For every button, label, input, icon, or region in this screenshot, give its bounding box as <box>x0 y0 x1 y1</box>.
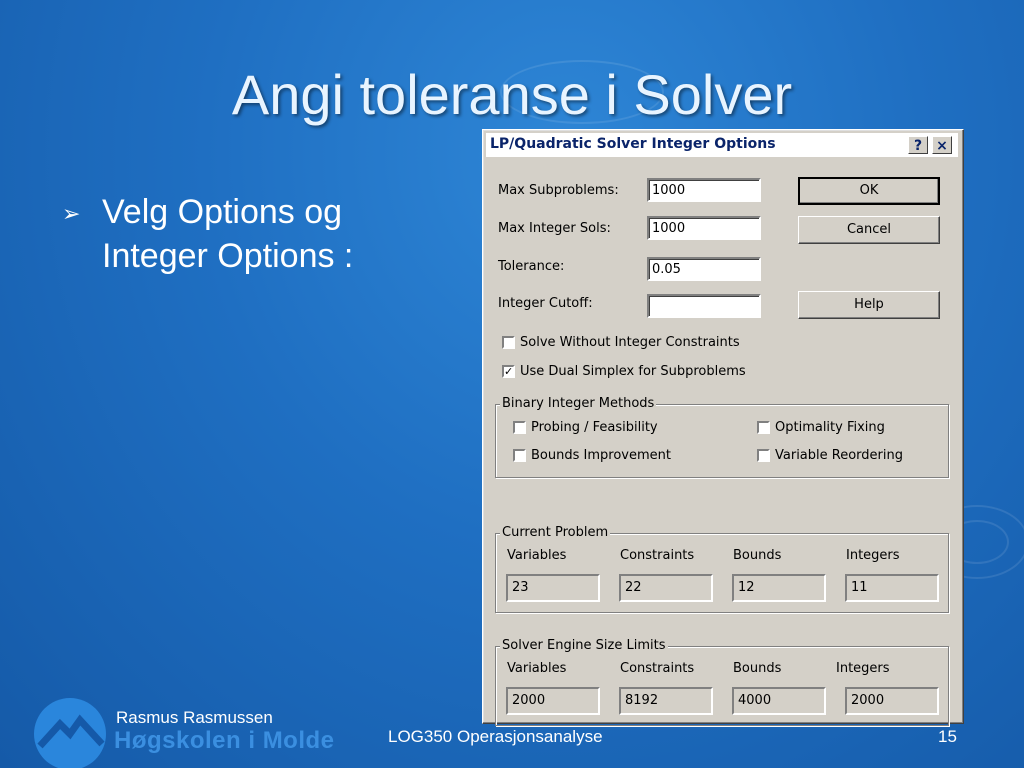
cancel-button[interactable]: Cancel <box>798 216 940 244</box>
integer-cutoff-input[interactable] <box>647 294 761 318</box>
limit-constraints-header: Constraints <box>620 661 695 676</box>
binary-methods-legend: Binary Integer Methods <box>502 396 655 411</box>
variable-reordering-checkbox[interactable] <box>757 449 770 462</box>
school-name: Høgskolen i Molde <box>114 727 335 754</box>
current-variables-header: Variables <box>507 548 567 563</box>
current-problem-group <box>495 525 949 613</box>
current-integers-header: Integers <box>846 548 900 563</box>
course-name: LOG350 Operasjonsanalyse <box>388 727 603 746</box>
optimality-fixing-label[interactable]: Optimality Fixing <box>775 420 885 435</box>
current-variables-value: 23 <box>506 574 600 602</box>
limit-constraints-value: 8192 <box>619 687 713 715</box>
page-number: 15 <box>938 727 957 746</box>
max-integer-sols-label: Max Integer Sols: <box>498 221 611 236</box>
integer-cutoff-label: Integer Cutoff: <box>498 296 593 311</box>
bullet-arrow-icon: ➢ <box>62 201 81 226</box>
bullet-text: Velg Options og Integer Options : <box>102 193 354 275</box>
current-bounds-value: 12 <box>732 574 826 602</box>
variable-reordering-label[interactable]: Variable Reordering <box>775 448 903 463</box>
dual-simplex-checkbox[interactable]: ✓ <box>504 365 514 378</box>
tolerance-input[interactable]: 0.05 <box>647 257 761 281</box>
ok-button[interactable]: OK <box>798 177 940 205</box>
current-problem-legend: Current Problem <box>502 525 609 540</box>
dialog-titlebar[interactable] <box>486 133 958 157</box>
max-integer-sols-input[interactable]: 1000 <box>647 216 761 240</box>
current-constraints-header: Constraints <box>620 548 695 563</box>
bounds-improvement-label[interactable]: Bounds Improvement <box>531 448 671 463</box>
dialog-title: LP/Quadratic Solver Integer Options <box>490 136 776 152</box>
current-constraints-value: 22 <box>619 574 713 602</box>
limit-integers-value: 2000 <box>845 687 939 715</box>
dual-simplex-label[interactable]: Use Dual Simplex for Subproblems <box>520 364 746 379</box>
max-subproblems-label: Max Subproblems: <box>498 183 619 198</box>
limit-variables-value: 2000 <box>506 687 600 715</box>
solver-integer-options-dialog <box>482 129 964 724</box>
optimality-fixing-checkbox[interactable] <box>757 421 770 434</box>
size-limits-legend: Solver Engine Size Limits <box>502 638 666 653</box>
current-integers-value: 11 <box>845 574 939 602</box>
tolerance-label: Tolerance: <box>498 259 565 274</box>
close-button[interactable]: × <box>932 136 952 154</box>
limit-variables-header: Variables <box>507 661 567 676</box>
help-title-button[interactable]: ? <box>908 136 928 154</box>
solve-without-checkbox[interactable] <box>502 336 515 349</box>
current-bounds-header: Bounds <box>733 548 782 563</box>
slide-title: Angi toleranse i Solver <box>231 63 793 126</box>
author-name: Rasmus Rasmussen <box>116 708 273 727</box>
limit-bounds-value: 4000 <box>732 687 826 715</box>
help-button[interactable]: Help <box>798 291 940 319</box>
solve-without-label[interactable]: Solve Without Integer Constraints <box>520 335 740 350</box>
bounds-improvement-checkbox[interactable] <box>513 449 526 462</box>
probing-checkbox[interactable] <box>513 421 526 434</box>
size-limits-group <box>495 638 949 726</box>
binary-methods-group <box>495 396 949 478</box>
max-subproblems-input[interactable]: 1000 <box>647 178 761 202</box>
limit-integers-header: Integers <box>836 661 890 676</box>
limit-bounds-header: Bounds <box>733 661 782 676</box>
probing-label[interactable]: Probing / Feasibility <box>531 420 658 435</box>
school-logo-icon <box>30 694 110 768</box>
